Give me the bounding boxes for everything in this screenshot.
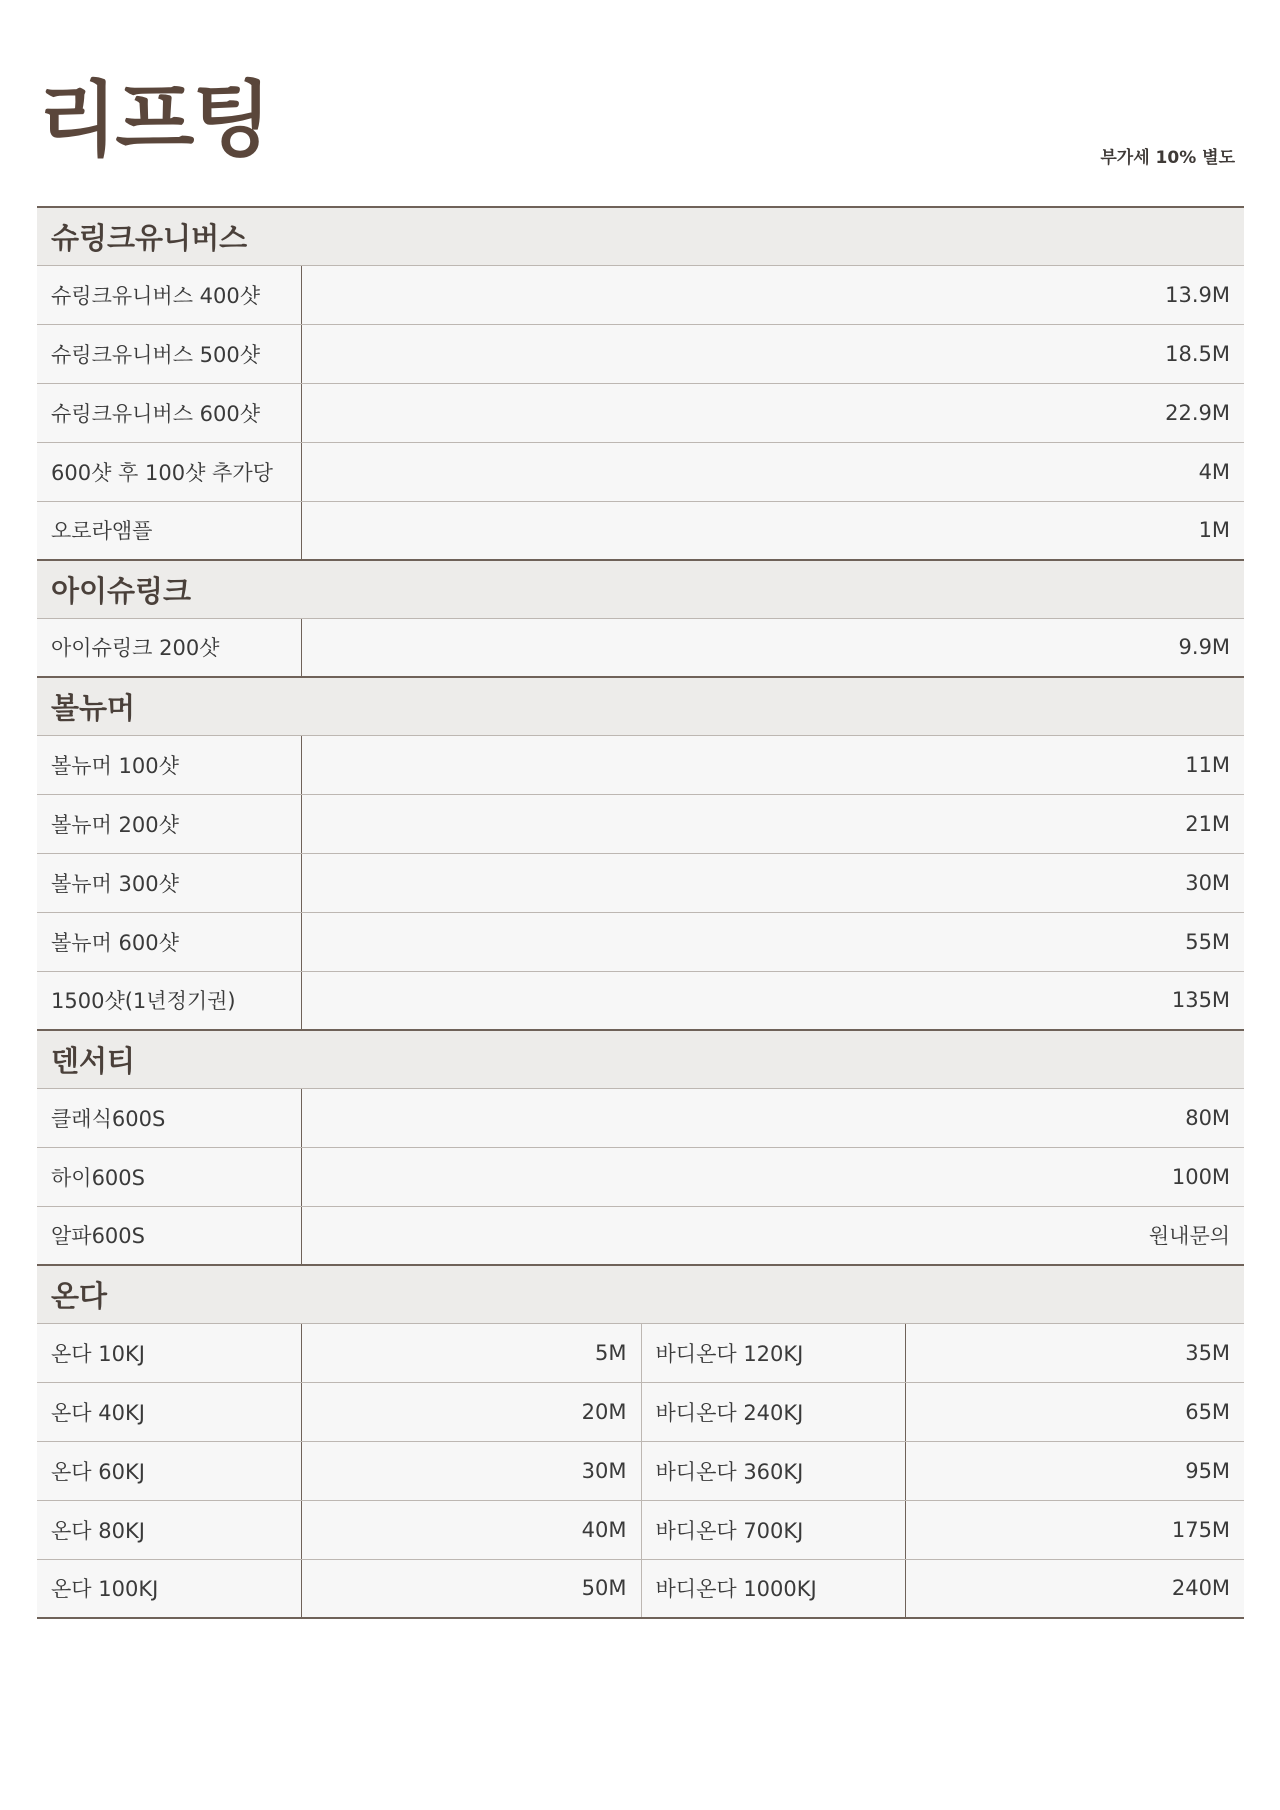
item-price: 65M — [905, 1382, 1244, 1441]
price-row-dual — [37, 1559, 1244, 1618]
item-label: 아이슈링크 200샷 — [37, 618, 301, 677]
page-title: 리프팅 — [38, 73, 270, 168]
item-price: 20M — [301, 1382, 641, 1441]
item-label: 바디온다 1000KJ — [641, 1559, 905, 1618]
item-price: 18.5M — [301, 324, 1244, 383]
section-title: 볼뉴머 — [37, 677, 1244, 735]
item-label: 온다 60KJ — [37, 1441, 301, 1500]
price-row — [37, 324, 1244, 383]
price-row — [37, 383, 1244, 442]
price-row — [37, 853, 1244, 912]
item-price: 11M — [301, 735, 1244, 794]
price-row — [37, 735, 1244, 794]
price-row — [37, 442, 1244, 501]
item-label: 볼뉴머 600샷 — [37, 912, 301, 971]
item-price: 50M — [301, 1559, 641, 1618]
section-title: 아이슈링크 — [37, 560, 1244, 618]
price-row — [37, 794, 1244, 853]
item-label: 볼뉴머 300샷 — [37, 853, 301, 912]
item-label: 온다 10KJ — [37, 1323, 301, 1382]
price-row — [37, 971, 1244, 1030]
item-price: 55M — [301, 912, 1244, 971]
item-label: 클래식600S — [37, 1088, 301, 1147]
item-label: 온다 80KJ — [37, 1500, 301, 1559]
price-row-dual — [37, 1500, 1244, 1559]
item-price: 4M — [301, 442, 1244, 501]
item-price: 35M — [905, 1323, 1244, 1382]
item-price: 40M — [301, 1500, 641, 1559]
item-label: 바디온다 120KJ — [641, 1323, 905, 1382]
section-header-density — [37, 1030, 1244, 1088]
item-label: 온다 100KJ — [37, 1559, 301, 1618]
item-label: 바디온다 240KJ — [641, 1382, 905, 1441]
price-row-dual — [37, 1441, 1244, 1500]
item-label: 오로라앰플 — [37, 501, 301, 560]
item-price: 13.9M — [301, 265, 1244, 324]
item-label: 600샷 후 100샷 추가당 — [37, 442, 301, 501]
price-table — [37, 206, 1244, 1619]
item-label: 슈링크유니버스 500샷 — [37, 324, 301, 383]
item-price: 240M — [905, 1559, 1244, 1618]
item-price: 135M — [301, 971, 1244, 1030]
price-row — [37, 501, 1244, 560]
section-header-volnewmer — [37, 677, 1244, 735]
item-price: 22.9M — [301, 383, 1244, 442]
price-row — [37, 1147, 1244, 1206]
section-header-shrink-universe — [37, 207, 1244, 265]
item-label: 알파600S — [37, 1206, 301, 1265]
price-row — [37, 912, 1244, 971]
item-label: 슈링크유니버스 600샷 — [37, 383, 301, 442]
vat-note: 부가세 10% 별도 — [1100, 148, 1235, 168]
item-label: 슈링크유니버스 400샷 — [37, 265, 301, 324]
item-label: 온다 40KJ — [37, 1382, 301, 1441]
price-row — [37, 618, 1244, 677]
item-price: 9.9M — [301, 618, 1244, 677]
item-price: 원내문의 — [301, 1206, 1244, 1265]
item-price: 30M — [301, 1441, 641, 1500]
item-label: 1500샷(1년정기권) — [37, 971, 301, 1030]
item-price: 80M — [301, 1088, 1244, 1147]
item-price: 5M — [301, 1323, 641, 1382]
price-row-dual — [37, 1323, 1244, 1382]
section-title: 슈링크유니버스 — [37, 207, 1244, 265]
item-label: 하이600S — [37, 1147, 301, 1206]
price-row — [37, 265, 1244, 324]
price-row — [37, 1088, 1244, 1147]
item-price: 95M — [905, 1441, 1244, 1500]
section-title: 온다 — [37, 1265, 1244, 1323]
item-price: 100M — [301, 1147, 1244, 1206]
item-label: 볼뉴머 100샷 — [37, 735, 301, 794]
item-price: 30M — [301, 853, 1244, 912]
item-price: 21M — [301, 794, 1244, 853]
item-label: 바디온다 700KJ — [641, 1500, 905, 1559]
item-price: 175M — [905, 1500, 1244, 1559]
section-header-eye-shrink — [37, 560, 1244, 618]
section-header-onda — [37, 1265, 1244, 1323]
section-title: 덴서티 — [37, 1030, 1244, 1088]
item-label: 바디온다 360KJ — [641, 1441, 905, 1500]
item-price: 1M — [301, 501, 1244, 560]
price-row-dual — [37, 1382, 1244, 1441]
price-row — [37, 1206, 1244, 1265]
item-label: 볼뉴머 200샷 — [37, 794, 301, 853]
